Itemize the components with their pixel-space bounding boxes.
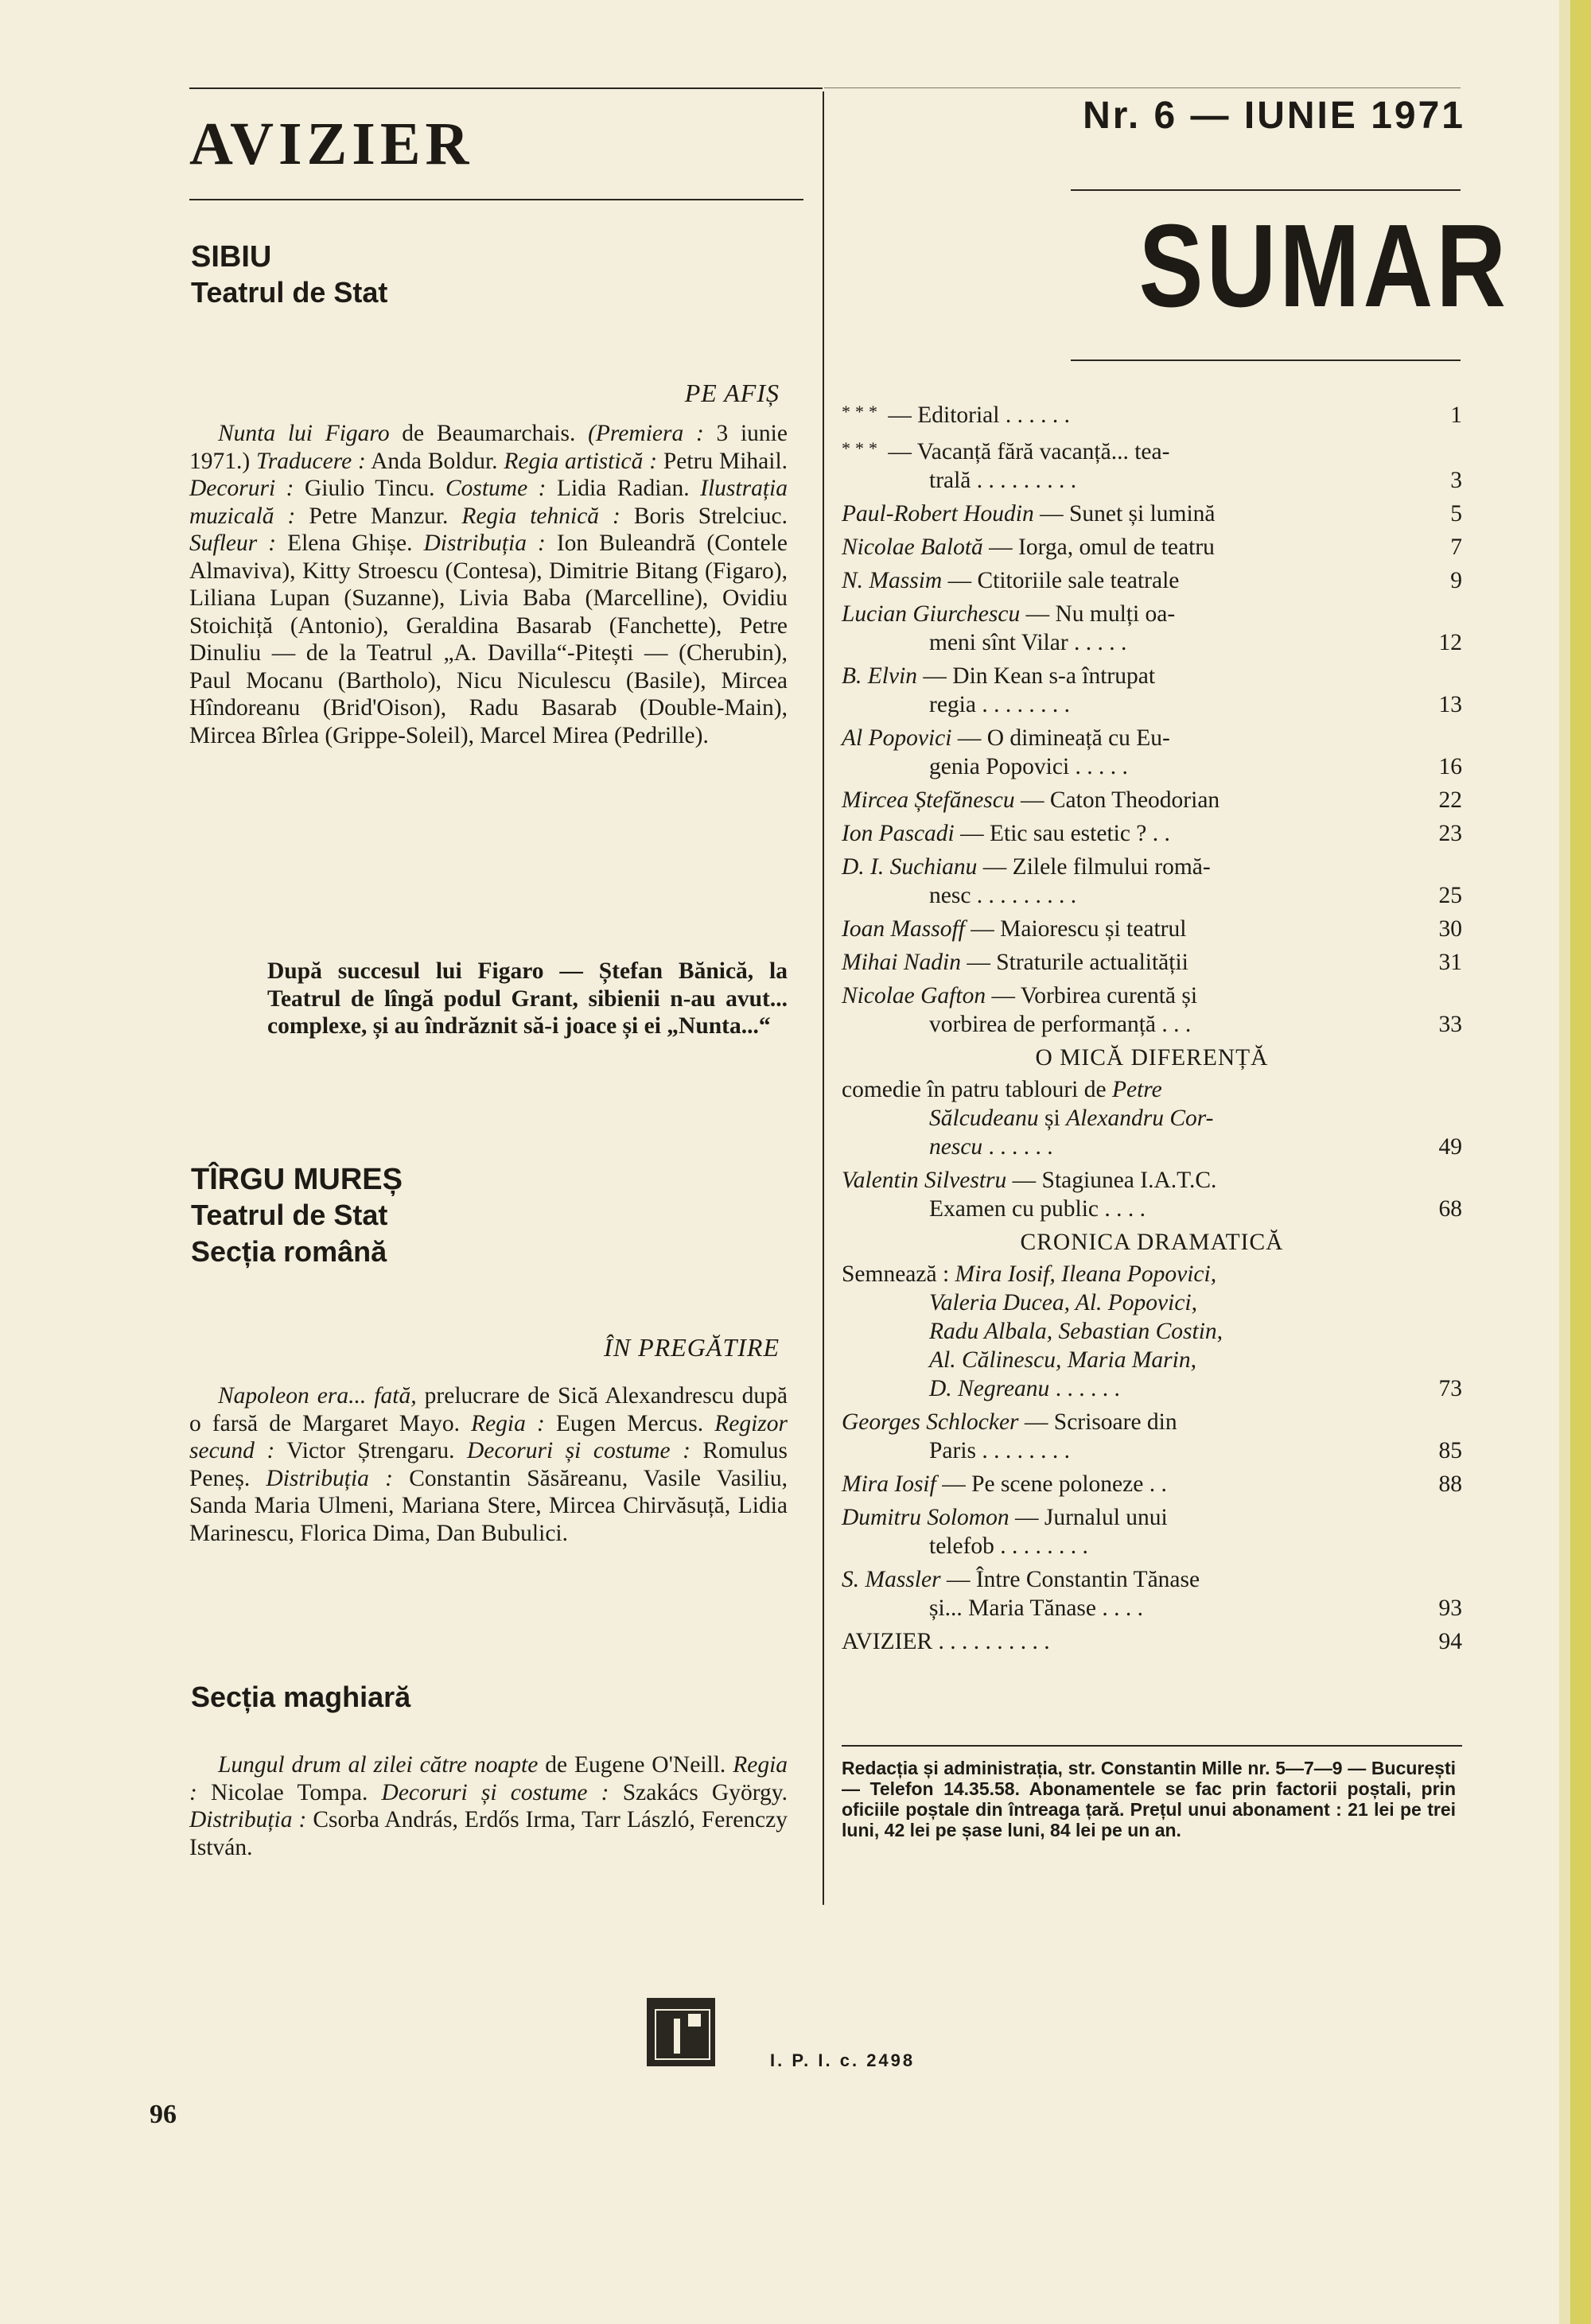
toc-entry (842, 1565, 1462, 1623)
toc-entry-text: D. I. Suchianu — Zilele filmului romă- nesc . . . . . . . . . (842, 854, 1211, 908)
toc-entry-page: 13 (1438, 692, 1462, 717)
column-divider (823, 91, 824, 1905)
toc-entry-page: 3 (1450, 468, 1462, 493)
toc-entry (842, 853, 1462, 910)
toc-entry-text: Mira Iosif — Pe scene poloneze . . (842, 1471, 1167, 1497)
sumar-rule-bottom (1071, 359, 1461, 361)
top-rule-right (824, 87, 1461, 88)
issue-number: Nr. 6 — IUNIE 1971 (1083, 95, 1465, 137)
toc-entry (842, 1166, 1462, 1223)
toc-entry-page: 22 (1438, 787, 1462, 813)
toc-entry-page: 30 (1438, 916, 1462, 942)
toc-entry-page: 12 (1438, 630, 1462, 655)
toc-entry (842, 724, 1462, 781)
toc-entry-text: Dumitru Solomon — Jurnalul unui telefob . . . . . . . . (842, 1505, 1168, 1559)
label-pe-afis: PE AFIȘ (684, 379, 780, 407)
toc-entry (842, 1075, 1462, 1161)
toc-entry-text: Nicolae Gafton — Vorbirea curentă și vorbirea de performanță . . . (842, 983, 1198, 1037)
page-number: 96 (150, 2100, 177, 2129)
toc-entry (842, 434, 1462, 495)
toc-entry-text: Nicolae Balotă — Iorga, omul de teatru (842, 534, 1215, 560)
toc-entry-page: 9 (1450, 568, 1462, 593)
toc-entry-page: 5 (1450, 501, 1462, 527)
toc-entry-page: 16 (1438, 754, 1462, 779)
redactie-address: Redacția și administrația, str. Constantin Mille nr. 5—7—9 — București — Telefon 14.35.58. Abonamentele se fac prin factorii poștali, prin oficiile poștale din întreaga țară. Prețul unui abonament : 21 lei pe trei luni, 42 lei pe șase luni, 84 lei pe un an. (842, 1758, 1456, 1840)
page-edge-shadow (1559, 0, 1570, 2324)
tirgu-mures-paragraph: Napoleon era... fată, prelucrare de Sică Alexandrescu după o farsă de Margaret Mayo. Regia : Eugen Mercus. Regizor secund : Victor Ștrengaru. Decoruri și costume : Romulus Peneș. Distribuția : Constantin Săsăreanu, Vasile Vasiliu, Sanda Maria Ulmeni, Mariana Stere, Mircea Chirvăsuță, Lidia Marinescu, Florica Dima, Dan Bubulici. (189, 1383, 788, 1546)
toc-entry-page: 1 (1450, 402, 1462, 428)
sumar-rule-top (1071, 189, 1461, 191)
toc-entry-text: S. Massler — Între Constantin Tănase și... Maria Tănase . . . . (842, 1567, 1200, 1621)
section-maghiara: Secția maghiară (191, 1681, 411, 1713)
toc-entry-text: *** — Vacanță fără vacanță... tea- trală . . . . . . . . . (842, 438, 1170, 493)
toc-entry (842, 786, 1462, 814)
toc-entry-text: B. Elvin — Din Kean s-a întrupat regia . . . . . . . . (842, 663, 1156, 717)
toc-entry (842, 1408, 1462, 1465)
toc-entry-text: N. Massim — Ctitoriile sale teatrale (842, 568, 1180, 593)
sumar-title: SUMAR (1138, 200, 1510, 332)
sibiu-paragraph: Nunta lui Figaro de Beaumarchais. (Premiera : 3 iunie 1971.) Traducere : Anda Boldur. Regia artistică : Petru Mihail. Decoruri : Giulio Tincu. Costume : Lidia Radian. Ilustrația muzicală : Petre Manzur. Regia tehnică : Boris Strelciuc. Sufleur : Elena Ghișe. Distribuția : Ion Buleandră (Contele Almaviva), Kitty Stroescu (Contesa), Dimitrie Bitang (Figaro), Liliana Lupan (Suzanne), Livia Baba (Marcelline), Ovidiu Stoichiță (Antonio), Geraldina Basarab (Fanchette), Petre Dinuliu — de la Teatrul „A. Davilla“-Pitești — (Cherubin), Paul Mocanu (Bartholo), Nicu Niculescu (Basile), Mircea Hîndoreanu (Brid'Oison), Radu Basarab (Double-Main), Mircea Bîrlea (Grippe-Soleil), Marcel Mirea (Pedrille). (189, 421, 788, 748)
toc-entry-text: Mihai Nadin — Straturile actualității (842, 950, 1188, 975)
toc-entry-page: 73 (1438, 1376, 1462, 1401)
toc-heading: CRONICA DRAMATICĂ (1020, 1230, 1284, 1255)
toc-entry-page: 49 (1438, 1134, 1462, 1160)
toc-entry (842, 398, 1462, 429)
section-title: AVIZIER (189, 111, 474, 177)
toc-entry-page: 33 (1438, 1012, 1462, 1037)
toc-entry-page: 88 (1438, 1471, 1462, 1497)
toc-entry-page: 31 (1438, 950, 1462, 975)
printer-logo-icon (647, 1998, 715, 2066)
toc-entry (842, 1503, 1462, 1560)
redactie-rule (842, 1745, 1462, 1747)
toc-entry (842, 981, 1462, 1039)
toc-entry-text: AVIZIER . . . . . . . . . . (842, 1629, 1050, 1654)
toc-entry (842, 915, 1462, 943)
toc-entry-text: comedie în patru tablouri de Petre Sălcudeanu și Alexandru Cor- nescu . . . . . . (842, 1077, 1214, 1160)
toc-entry-text: Georges Schlocker — Scrisoare din Paris . . . . . . . . (842, 1409, 1177, 1463)
toc-entry-text: Valentin Silvestru — Stagiunea I.A.T.C. Examen cu public . . . . (842, 1168, 1217, 1222)
toc-heading: O MICĂ DIFERENȚĂ (1035, 1045, 1269, 1071)
toc-entry-page: 94 (1438, 1629, 1462, 1654)
toc-entry-text: Ioan Massoff — Maiorescu și teatrul (842, 916, 1187, 942)
table-of-contents (842, 398, 1462, 1661)
toc-entry (842, 1470, 1462, 1498)
theatre-sibiu: Teatrul de Stat (191, 276, 388, 309)
toc-entry-text: Lucian Giurchescu — Nu mulți oa- meni sînt Vilar . . . . . (842, 601, 1176, 655)
maghiara-paragraph: Lungul drum al zilei către noapte de Eugene O'Neill. Regia : Nicolae Tompa. Decoruri și costume : Szakács György. Distribuția : Csorba András, Erdős Irma, Tarr László, Ferenczy István. (189, 1752, 788, 1860)
toc-entry (842, 566, 1462, 595)
toc-entry-page: 23 (1438, 821, 1462, 846)
city-tirgu-mures: TÎRGU MUREȘ (191, 1163, 403, 1196)
toc-entry (842, 662, 1462, 719)
theatre-tirgu-mures: Teatrul de Stat (191, 1199, 388, 1231)
section-romana: Secția română (191, 1235, 387, 1268)
toc-entry-page: 93 (1438, 1595, 1462, 1621)
toc-entry (842, 819, 1462, 848)
toc-entry-text: Al Popovici — O dimineață cu Eu- genia Popovici . . . . . (842, 725, 1170, 779)
toc-entry-text: Paul-Robert Houdin — Sunet și lumină (842, 501, 1216, 527)
sibiu-note: După succesul lui Figaro — Ștefan Bănică, la Teatrul de lîngă podul Grant, sibienii n-au avut... complexe, și au îndrăznit să-i joace și ei „Nunta...“ (267, 958, 788, 1039)
toc-entry-text: Mircea Ștefănescu — Caton Theodorian (842, 787, 1220, 813)
page-edge (1570, 0, 1591, 2324)
toc-entry-page: 7 (1450, 534, 1462, 560)
toc-entry-text: *** — Editorial . . . . . . (842, 402, 1070, 428)
toc-entry (842, 948, 1462, 977)
toc-entry (842, 499, 1462, 528)
toc-entry-text: Ion Pascadi — Etic sau estetic ? . . (842, 821, 1170, 846)
toc-entry (842, 1627, 1462, 1656)
top-rule-left (189, 87, 823, 89)
toc-entry-page: 85 (1438, 1438, 1462, 1463)
title-rule-left (189, 199, 803, 200)
toc-entry (842, 600, 1462, 657)
toc-entry (842, 1260, 1462, 1403)
toc-entry-text: Semnează : Mira Iosif, Ileana Popovici, Valeria Ducea, Al. Popovici, Radu Albala, Sebastian Costin, Al. Călinescu, Maria Marin, D. Negreanu . . . . . . (842, 1261, 1223, 1401)
toc-entry-page: 68 (1438, 1196, 1462, 1222)
city-sibiu: SIBIU (191, 240, 272, 274)
label-in-pregatire: ÎN PREGĂTIRE (604, 1333, 780, 1362)
toc-entry (842, 533, 1462, 562)
toc-entry-page: 25 (1438, 883, 1462, 908)
printer-code: I. P. I. c. 2498 (770, 2050, 916, 2070)
